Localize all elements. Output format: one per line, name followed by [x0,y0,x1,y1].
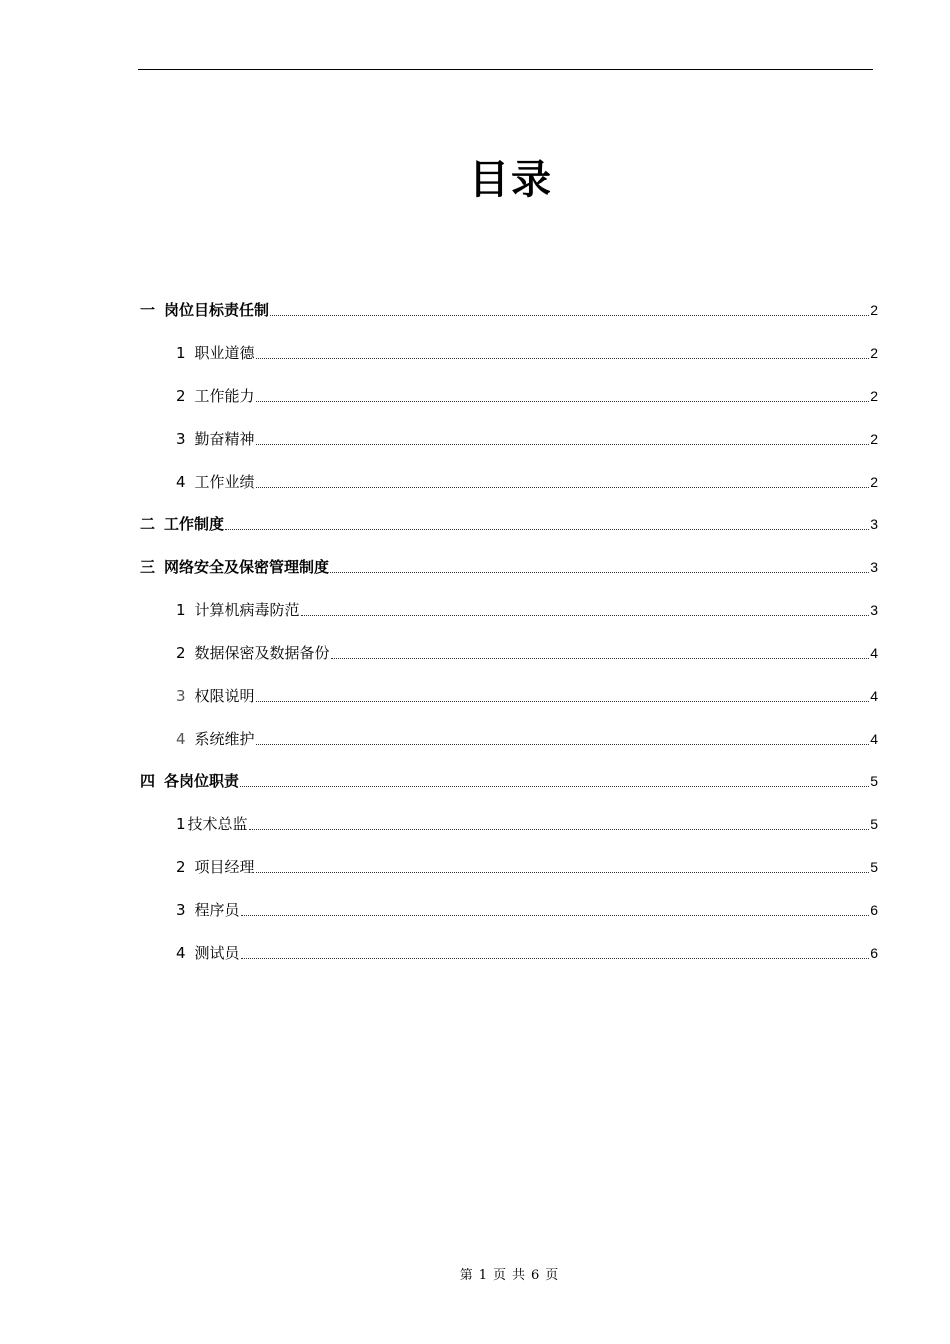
toc-entry-page: 2 [870,345,878,361]
footer-page-word: 页 [492,1268,506,1283]
toc-entry-number: 4 [176,944,186,962]
toc-entry-number: 1 [176,344,186,362]
toc-entry-4-3[interactable] [176,896,878,920]
toc-entry-4-4[interactable] [176,939,878,963]
toc-entry-page: 6 [870,902,878,918]
toc-entry-label: 勤奋精神 [194,430,255,448]
toc-dot-leader [256,444,870,445]
toc-entry-page: 3 [870,516,878,532]
toc-entry-1-2[interactable] [176,382,878,406]
toc-entry-label: 计算机病毒防范 [194,601,300,619]
toc-entry-number: 4 [176,730,186,748]
toc-entry-page: 4 [870,688,878,704]
toc-entry-page: 2 [870,388,878,404]
page-footer [0,1266,950,1286]
toc-dot-leader [240,786,869,787]
toc-entry-1-1[interactable] [176,339,878,363]
toc-entry-page: 4 [870,731,878,747]
toc-dot-leader [330,572,869,573]
toc-entry-page: 3 [870,602,878,618]
toc-entry-section-1[interactable] [140,296,878,320]
toc-entry-section-3[interactable] [140,553,878,577]
toc-entry-section-4[interactable] [140,767,878,791]
toc-entry-number: 二 [140,515,156,533]
toc-entry-label: 项目经理 [194,858,255,876]
toc-entry-number: 2 [176,644,186,662]
toc-dot-leader [225,529,869,530]
toc-entry-number: 1 [176,601,186,619]
toc-entry-label: 工作业绩 [194,473,255,491]
toc-entry-page: 2 [870,431,878,447]
toc-entry-label: 测试员 [194,944,240,962]
toc-entry-section-2[interactable] [140,510,878,534]
toc-entry-label: 职业道德 [194,344,255,362]
toc-entry-label: 系统维护 [194,730,255,748]
footer-total-pages: 6 [531,1268,540,1283]
toc-entry-4-1[interactable] [176,810,878,834]
toc-entry-1-4[interactable] [176,468,878,492]
toc-entry-label: 各岗位职责 [164,772,240,790]
toc-entry-label: 网络安全及保密管理制度 [164,558,330,576]
toc-entry-label: 工作能力 [194,387,255,405]
toc-entry-number: 三 [140,558,156,576]
footer-total-suffix: 页 [545,1268,559,1283]
toc-entry-page: 5 [870,859,878,875]
toc-entry-page: 4 [870,645,878,661]
toc-dot-leader [241,915,870,916]
toc-entry-number: 1 [176,815,186,833]
toc-entry-3-3[interactable] [176,682,878,706]
toc-entry-number: 2 [176,387,186,405]
toc-dot-leader [301,615,870,616]
toc-dot-leader [256,872,870,873]
toc-entry-3-4[interactable] [176,725,878,749]
toc-entry-1-3[interactable] [176,425,878,449]
toc-entry-4-2[interactable] [176,853,878,877]
toc-entry-3-2[interactable] [176,639,878,663]
toc-dot-leader [270,315,869,316]
toc-entry-3-1[interactable] [176,596,878,620]
toc-entry-page: 5 [870,773,878,789]
toc-dot-leader [241,958,870,959]
toc-entry-page: 3 [870,559,878,575]
toc-entry-label: 技术总监 [187,815,248,833]
toc-dot-leader [249,829,870,830]
toc-entry-number: 一 [140,301,156,319]
toc-dot-leader [256,487,870,488]
toc-entry-number: 3 [176,901,186,919]
toc-entry-label: 程序员 [194,901,240,919]
toc-entry-label: 岗位目标责任制 [164,301,270,319]
toc-dot-leader [256,358,870,359]
footer-total-prefix: 共 [512,1268,526,1283]
page-title: 目录 [469,157,553,203]
toc-entry-number: 4 [176,473,186,491]
toc-entry-number: 3 [176,430,186,448]
footer-prefix: 第 [459,1268,473,1283]
toc-entry-page: 6 [870,945,878,961]
toc-dot-leader [256,701,870,702]
toc-entry-number: 3 [176,687,186,705]
toc-entry-label: 工作制度 [164,515,225,533]
toc-entry-number: 2 [176,858,186,876]
toc-entry-label: 数据保密及数据备份 [194,644,330,662]
toc-dot-leader [256,744,870,745]
toc-entry-label: 权限说明 [194,687,255,705]
toc-entry-page: 2 [870,302,878,318]
toc-entry-number: 四 [140,772,156,790]
toc-entry-page: 5 [870,816,878,832]
footer-current-page: 1 [478,1268,487,1283]
toc-dot-leader [331,658,870,659]
toc-entry-page: 2 [870,474,878,490]
toc-dot-leader [256,401,870,402]
